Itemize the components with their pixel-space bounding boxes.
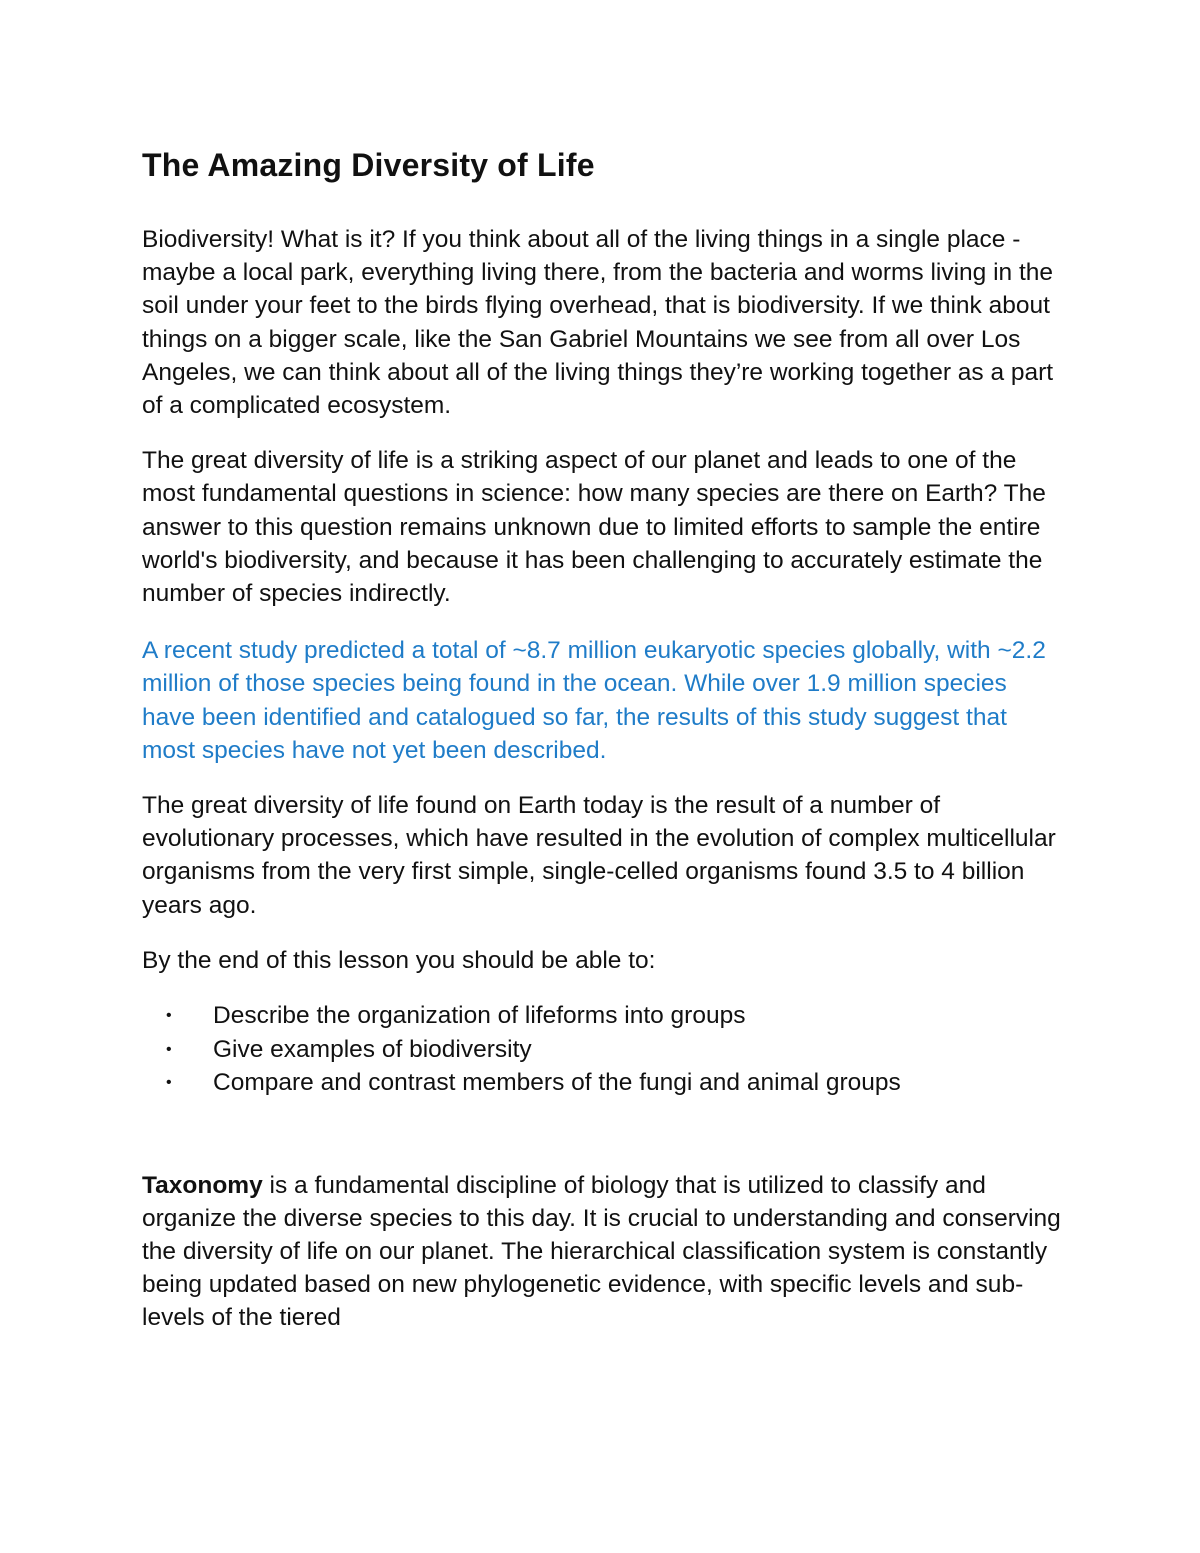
- list-item: [142, 1033, 1062, 1067]
- highlighted-study-paragraph: A recent study predicted a total of ~8.7 million eukaryotic species globally, with ~2.2 million of those species being found in the ocean. While over 1.9 million species have been identified and catalogued so far, the results of this study suggest that most species have not yet been described.: [142, 637, 1046, 764]
- document-body: [142, 143, 1062, 1335]
- evolution-paragraph: The great diversity of life found on Earth today is the result of a number of evolutionary processes, which have resulted in the evolution of complex multicellular organisms from the very first simple, single-celled organisms found 3.5 to 4 billion years ago.: [142, 792, 1056, 919]
- list-item: [142, 999, 1062, 1033]
- objectives-intro: By the end of this lesson you should be able to:: [142, 946, 656, 974]
- list-item: [142, 1066, 1062, 1100]
- document-title: The Amazing Diversity of Life: [142, 147, 595, 183]
- bullet-icon: •: [166, 1040, 172, 1058]
- taxonomy-text: is a fundamental discipline of biology that is utilized to classify and organize the diverse species to this day. It is crucial to understanding and conserving the diversity of life on our planet. The hierarchical classification system is constantly being updated based on new phylogenetic evidence, with specific levels and sub-levels of the tiered: [142, 1171, 1061, 1332]
- species-question-paragraph: The great diversity of life is a striking aspect of our planet and leads to one of the most fundamental questions in science: how many species are there on Earth? The answer to this question remains unknown due to limited efforts to sample the entire world's biodiversity, and because it has been challenging to accurately estimate the number of species indirectly.: [142, 447, 1046, 608]
- bullet-icon: •: [166, 1007, 172, 1025]
- bullet-icon: •: [166, 1074, 172, 1092]
- intro-paragraph: Biodiversity! What is it? If you think about all of the living things in a single place - maybe a local park, everything living there, from the bacteria and worms living in the soil under your feet to the birds flying overhead, that is biodiversity. If we think about things on a bigger scale, like the San Gabriel Mountains we see from all over Los Angeles, we can think about all of the living things they’re working together as a part of a complicated ecosystem.: [142, 226, 1054, 420]
- taxonomy-term: Taxonomy: [142, 1171, 263, 1199]
- objective-text: Describe the organization of lifeforms into groups: [213, 1002, 746, 1030]
- taxonomy-paragraph: [142, 1169, 1062, 1335]
- objective-text: Compare and contrast members of the fungi and animal groups: [213, 1069, 901, 1097]
- objective-text: Give examples of biodiversity: [213, 1035, 532, 1063]
- objectives-list: [142, 999, 1062, 1100]
